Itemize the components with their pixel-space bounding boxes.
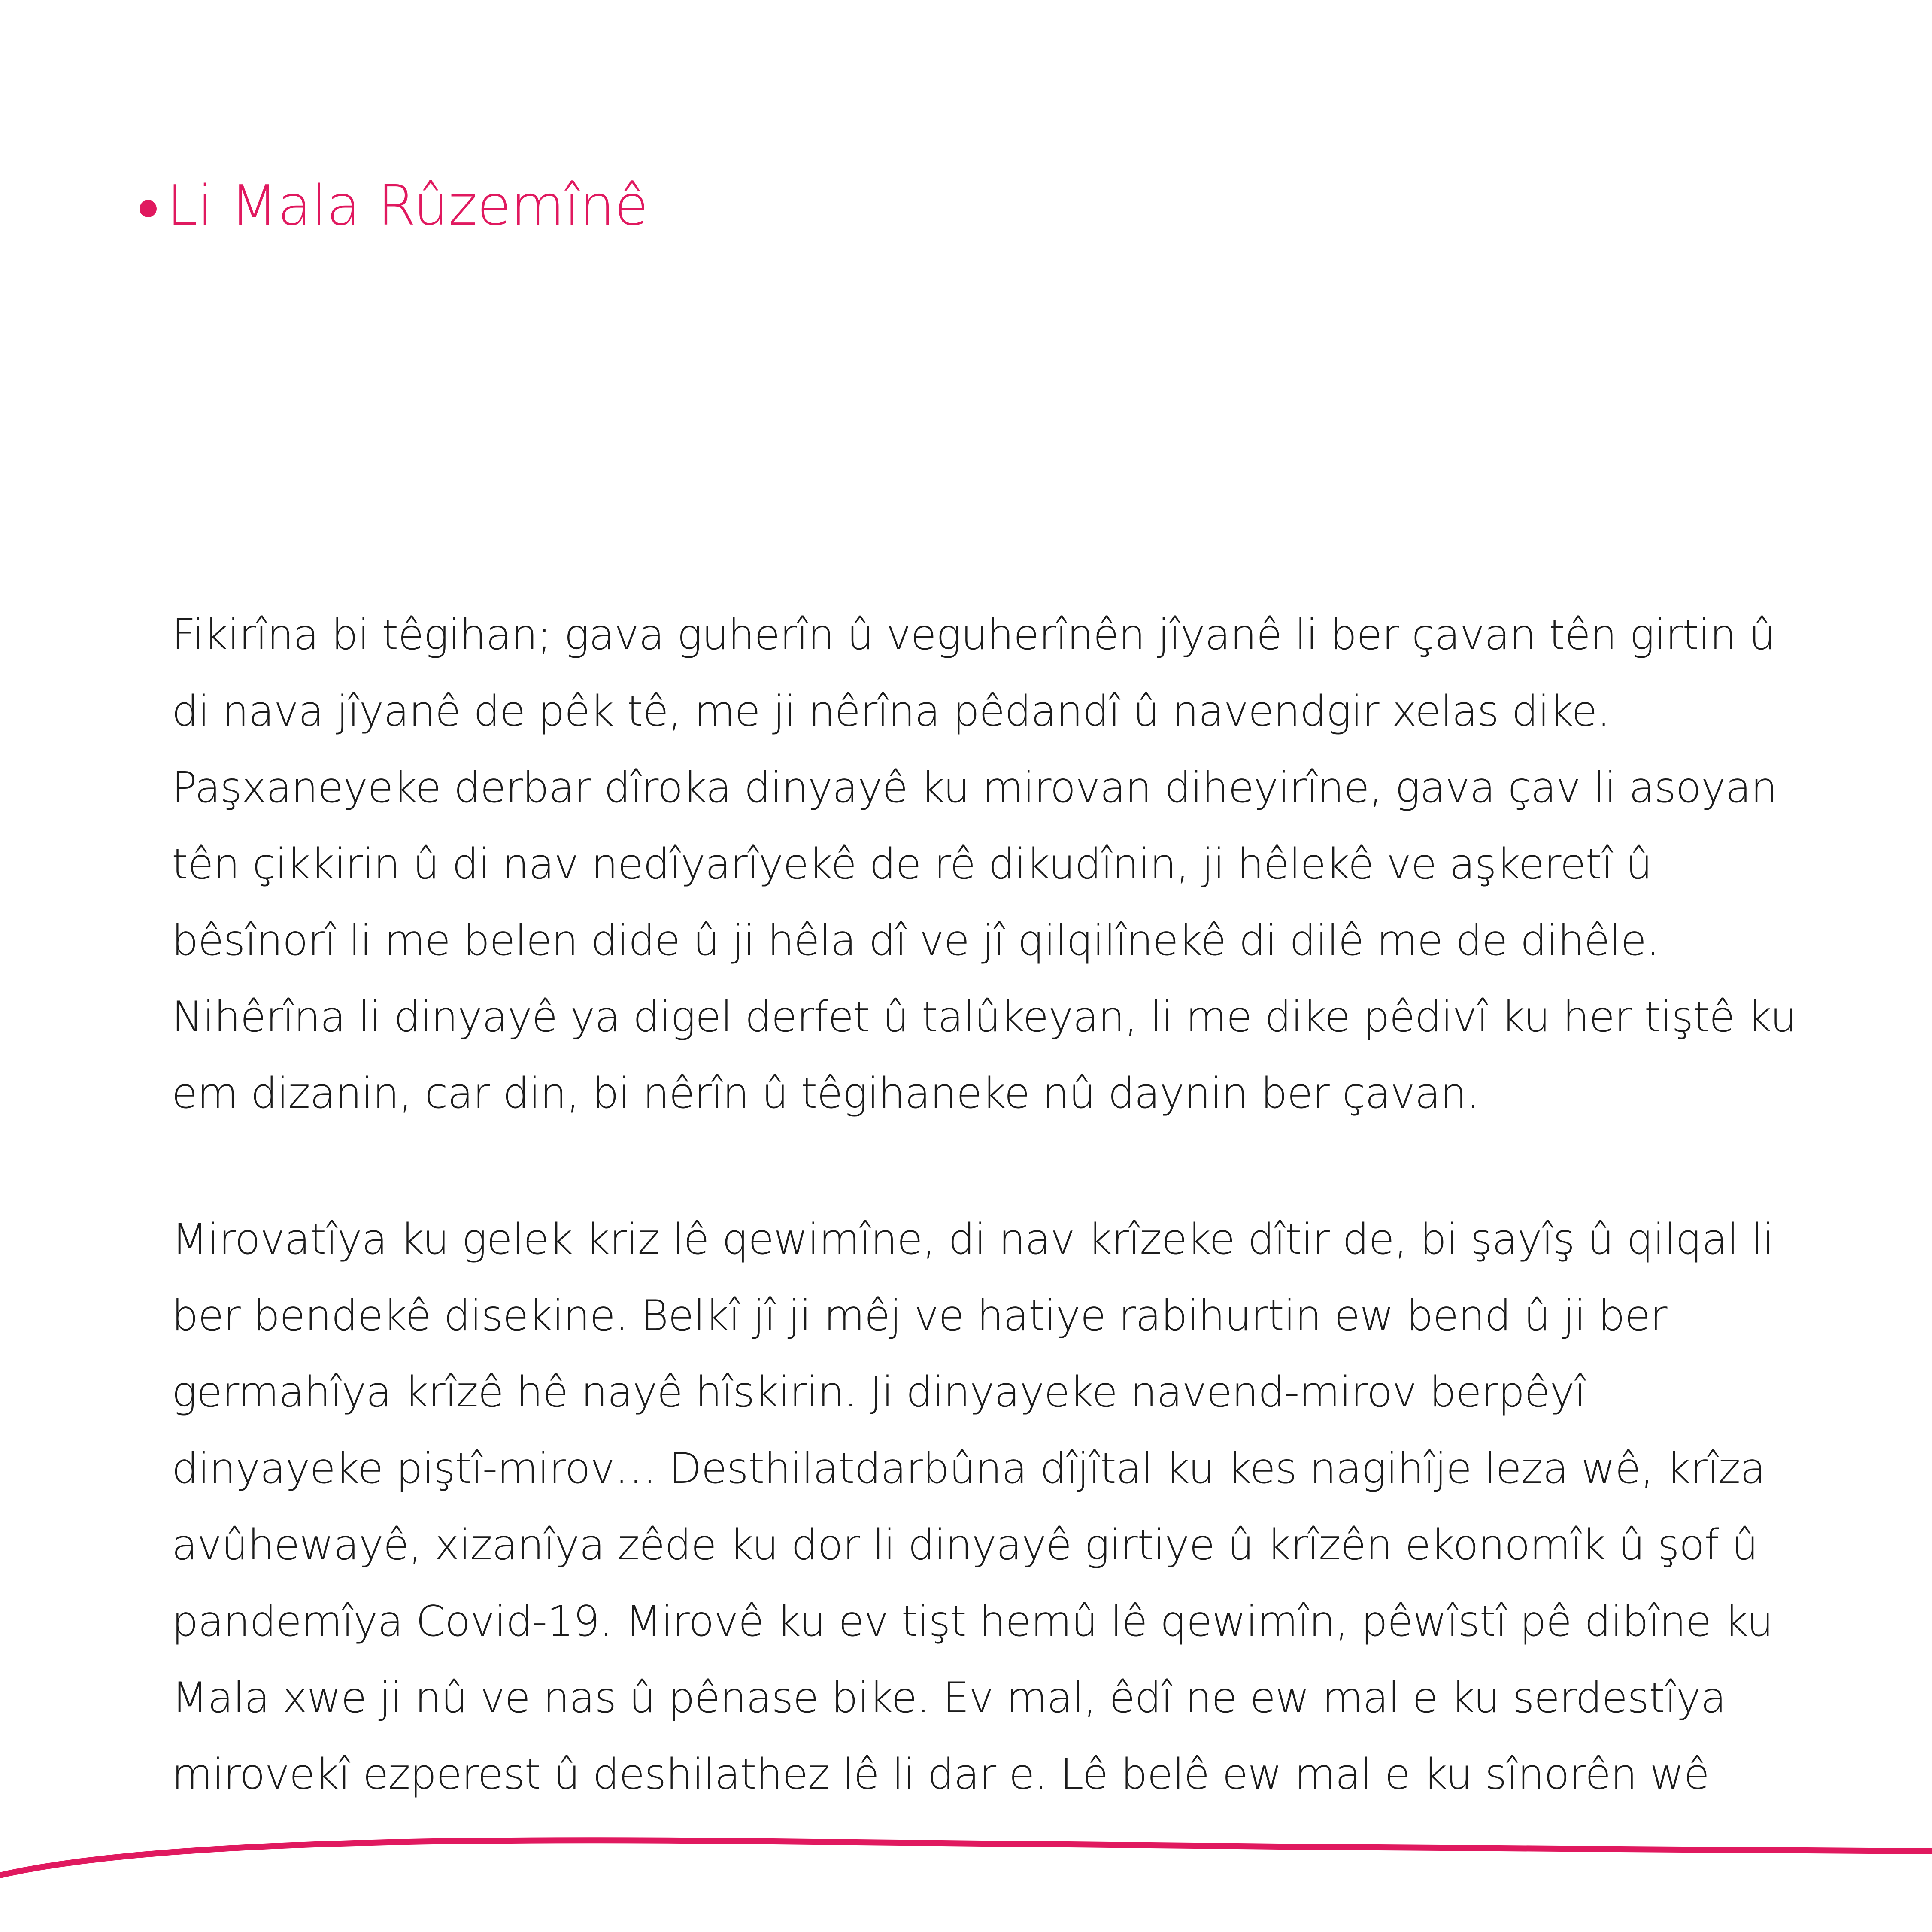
text-line: ber bendekê disekine. Belkî jî ji mêj ve hatiye rabihurtin ew bend û ji ber [172, 1291, 1667, 1340]
bullet-icon [140, 200, 157, 217]
text-line: mirovekî ezperest û deshilathez lê li dar e. Lê belê ew mal e ku sînorên wê [172, 1750, 1709, 1799]
section-heading [140, 172, 649, 240]
text-line: Paşxaneyeke derbar dîroka dinyayê ku mirovan diheyirîne, gava çav li asoyan [172, 763, 1777, 812]
section-heading-text: Li Mala Rûzemînê [167, 174, 649, 238]
paragraph-2 [172, 1201, 1781, 1813]
text-line: germahîya krîzê hê nayê hîskirin. Ji dinyayeke navend-mirov berpêyî [172, 1368, 1586, 1417]
text-line: pandemîya Covid-19. Mirovê ku ev tişt hemû lê qewimîn, pêwîstî pê dibîne ku [172, 1597, 1773, 1646]
text-line: em dizanin, car din, bi nêrîn û têgihaneke nû daynin ber çavan. [172, 1069, 1480, 1118]
text-line: dinyayeke piştî-mirov… Desthilatdarbûna dîjîtal ku kes nagihîje leza wê, krîza [172, 1444, 1765, 1493]
swoosh-line [0, 1840, 1932, 1875]
text-line: Mala xwe ji nû ve nas û pênase bike. Ev mal, êdî ne ew mal e ku serdestîya [172, 1674, 1726, 1722]
text-line: Nihêrîna li dinyayê ya digel derfet û talûkeyan, li me dike pêdivî ku her tiştê ku [172, 993, 1797, 1042]
text-line: avûhewayê, xizanîya zêde ku dor li dinyayê girtiye û krîzên ekonomîk û şof û [172, 1521, 1758, 1570]
text-line: Fikirîna bi têgihan; gava guherîn û veguherînên jîyanê li ber çavan tên girtin û [172, 611, 1775, 659]
text-line: di nava jîyanê de pêk tê, me ji nêrîna pêdandî û navendgir xelas dike. [172, 687, 1610, 736]
text-line: tên çikkirin û di nav nedîyarîyekê de rê dikudînin, ji hêlekê ve aşkeretî û [172, 840, 1652, 889]
body-text [172, 597, 1797, 1813]
text-line: Mirovatîya ku gelek kriz lê qewimîne, di nav krîzeke dîtir de, bi şayîş û qilqal li [172, 1215, 1774, 1264]
decorative-swoosh [0, 1825, 1932, 1889]
text-line: bêsînorî li me belen dide û ji hêla dî ve jî qilqilînekê di dilê me de dihêle. [172, 916, 1659, 965]
paragraph-1 [172, 597, 1797, 1132]
